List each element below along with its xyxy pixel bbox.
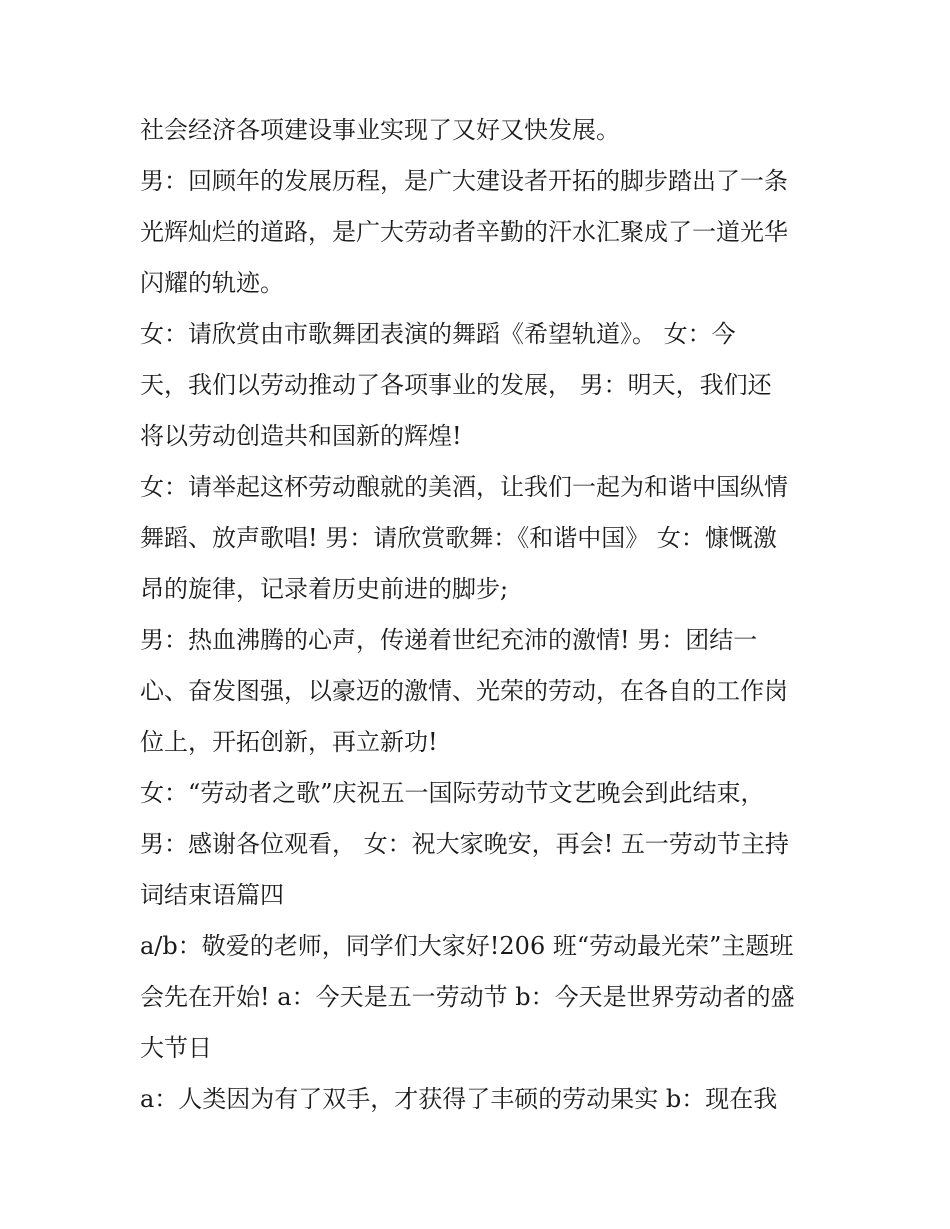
text-line: 女：请举起这杯劳动酿就的美酒，让我们一起为和谐中国纵情 [140, 473, 788, 501]
text-line: 闪耀的轨迹。 [140, 269, 284, 297]
text-line: 光辉灿烂的道路，是广大劳动者辛勤的汗水汇聚成了一道光华 [140, 218, 788, 246]
text-line: 舞蹈、放声歌唱! 男：请欣赏歌舞：《和谐中国》 女：慷慨激 [140, 524, 777, 552]
document-body [140, 105, 830, 1125]
text-line: 心、奋发图强，以豪迈的激情、光荣的劳动，在各自的工作岗 [140, 677, 788, 705]
text-line: 女：“劳动者之歌”庆祝五一国际劳动节文艺晚会到此结束， [140, 779, 765, 807]
text-line: 天，我们以劳动推动了各项事业的发展， 男：明天，我们还 [140, 371, 772, 399]
text-line: 男：回顾年的发展历程，是广大建设者开拓的脚步踏出了一条 [140, 167, 788, 195]
text-line: 会先在开始! a：今天是五一劳动节 b：今天是世界劳动者的盛 [140, 983, 795, 1011]
text-line: 男：热血沸腾的心声，传递着世纪充沛的激情! 男：团结一 [140, 626, 758, 654]
text-line: 昂的旋律，记录着历史前进的脚步; [140, 575, 509, 603]
text-line: 词结束语篇四 [140, 881, 284, 909]
text-line: 位上，开拓创新，再立新功! [140, 728, 438, 756]
text-line: 大节日 [140, 1034, 212, 1062]
text-line: 男：感谢各位观看， 女：祝大家晚安，再会! 五一劳动节主持 [140, 830, 789, 858]
text-line: 社会经济各项建设事业实现了又好又快发展。 [140, 116, 620, 144]
text-line: 将以劳动创造共和国新的辉煌! [140, 422, 462, 450]
text-line: a/b：敬爱的老师，同学们大家好!206 班“劳动最光荣”主题班 [140, 932, 794, 960]
text-line: a：人类因为有了双手，才获得了丰硕的劳动果实 b：现在我 [140, 1085, 778, 1113]
text-line: 女：请欣赏由市歌舞团表演的舞蹈《希望轨道》。 女：今 [140, 320, 736, 348]
